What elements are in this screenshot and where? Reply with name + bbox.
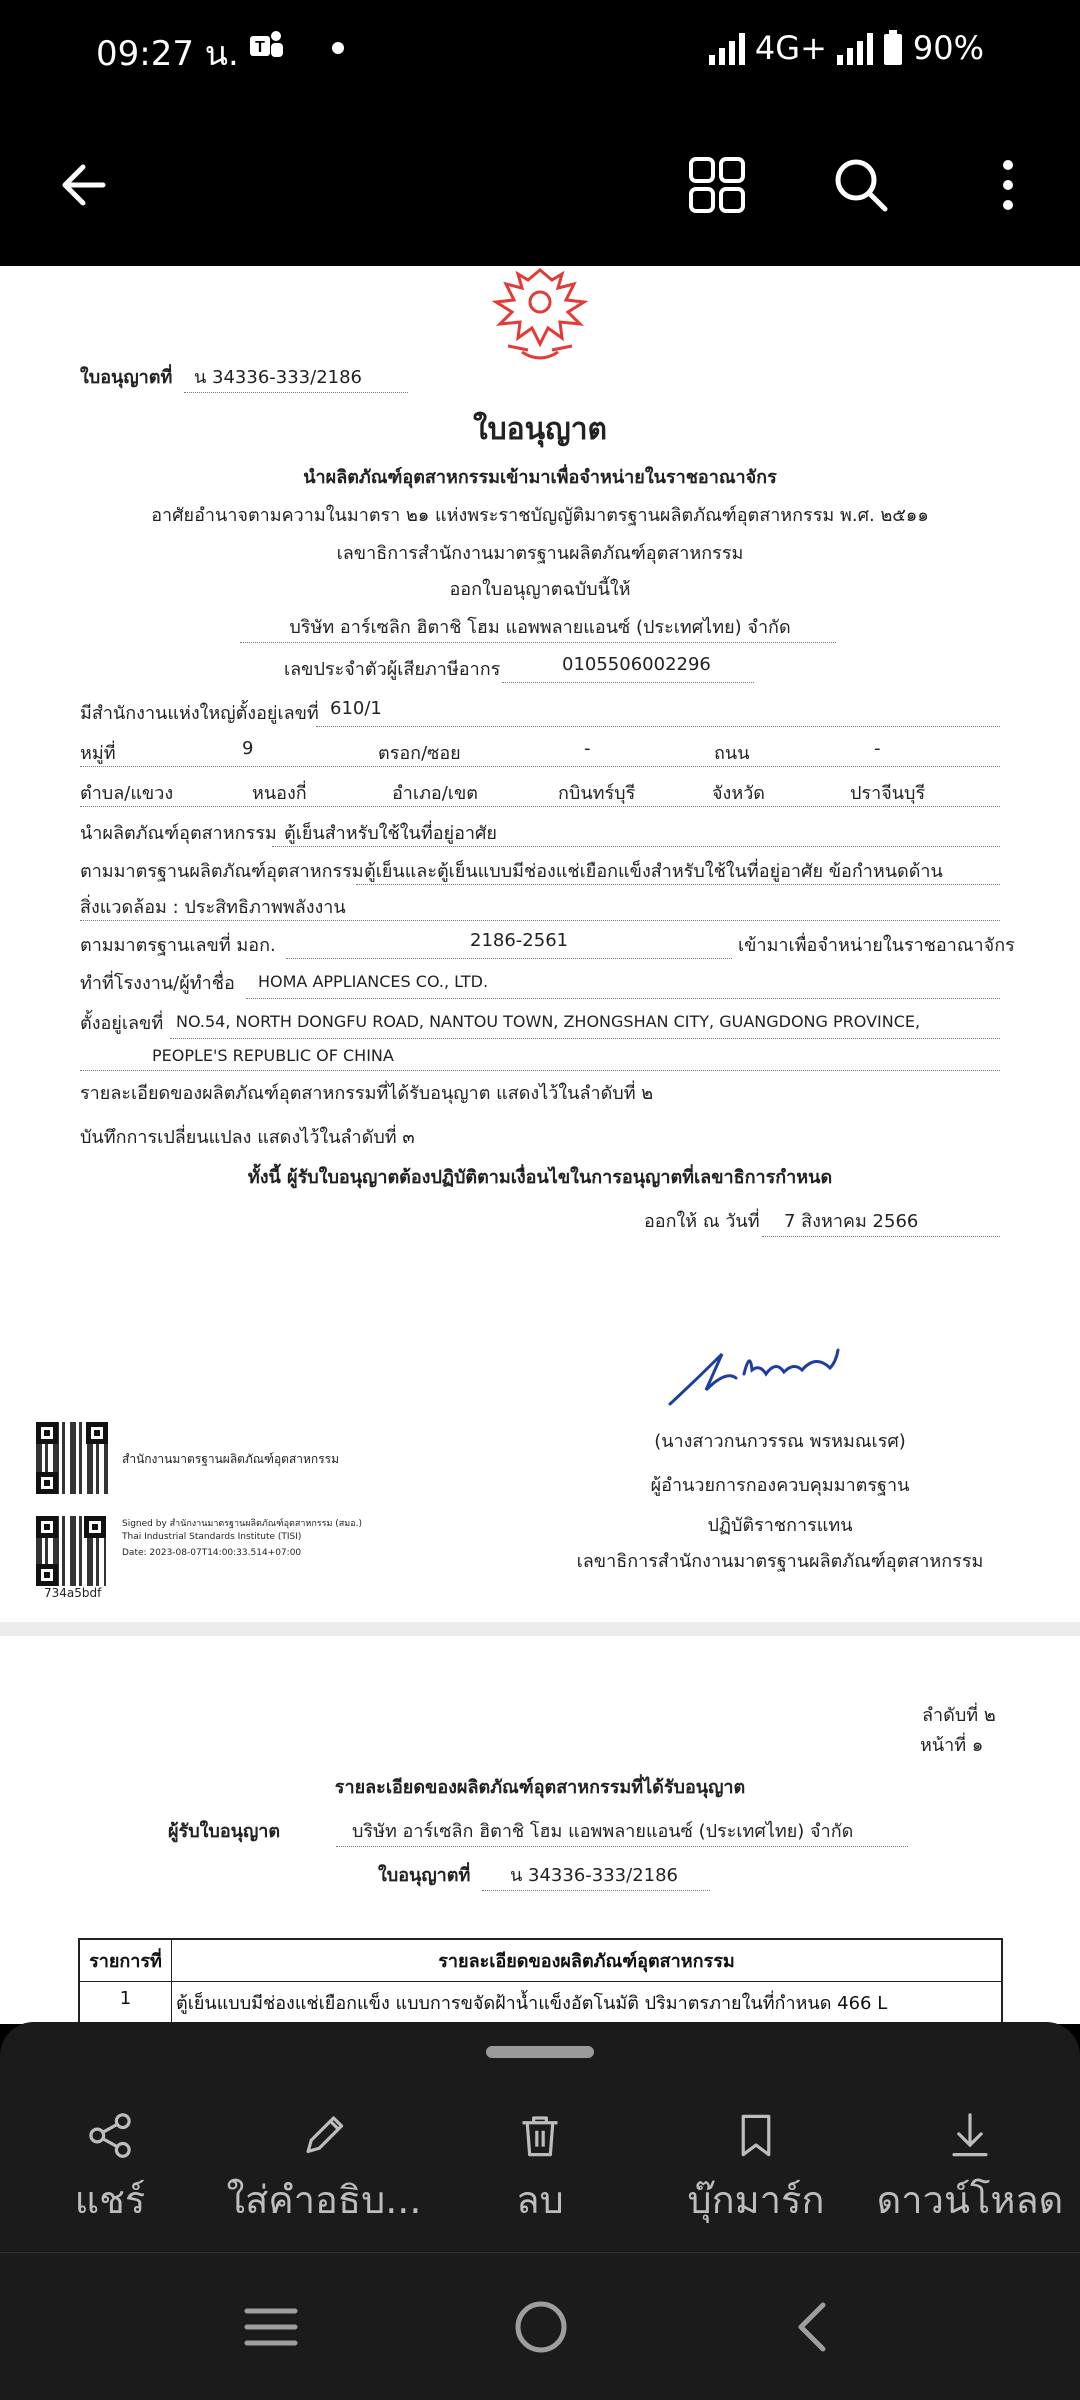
- moo-label: หมู่ที่: [80, 743, 116, 764]
- cell-signal-icon: [837, 31, 873, 65]
- table-cell-detail: ตู้เย็นแบบมีช่องแช่เยือกแข็ง แบบการขจัดฝ้าน้ำแข็งอัตโนมัติ ปริมาตรภายในที่กำหนด 466 L: [176, 1993, 888, 2014]
- road: -: [874, 738, 881, 759]
- province: ปราจีนบุรี: [850, 783, 926, 804]
- back-chevron-icon: [791, 2299, 831, 2355]
- district: กบินทร์บุรี: [558, 783, 636, 804]
- recents-icon: [243, 2305, 299, 2349]
- garuda-emblem-icon: [478, 266, 602, 366]
- dotted-line: [762, 1236, 1000, 1237]
- dotted-line: [240, 642, 836, 643]
- tis-no: 2186-2561: [470, 930, 569, 951]
- notification-dot-icon: [332, 42, 344, 54]
- page2-title: รายละเอียดของผลิตภัณฑ์อุตสาหกรรมที่ได้รับอนุญาต: [334, 1777, 746, 1798]
- soi-label: ตรอก/ซอย: [378, 743, 461, 764]
- dotted-line: [80, 920, 1000, 921]
- dotted-line: [184, 392, 408, 393]
- moo: 9: [242, 738, 254, 759]
- page2-license-no: น 34336-333/2186: [510, 1865, 679, 1886]
- authority-line: อาศัยอำนาจตามความในมาตรา ๒๑ แห่งพระราชบัญญัติมาตรฐานผลิตภัณฑ์อุตสาหกรรม พ.ศ. ๒๕๑๑: [151, 505, 929, 526]
- bookmark-label: บุ๊กมาร์ก: [687, 2178, 825, 2222]
- network-type: 4G+: [754, 29, 827, 67]
- home-icon: [513, 2299, 569, 2355]
- qr-code-icon: [36, 1422, 108, 1494]
- grid-view-button[interactable]: [672, 140, 762, 230]
- hq-label: มีสำนักงานแห่งใหญ่ตั้งอยู่เลขที่: [80, 703, 319, 724]
- dotted-line: [286, 958, 732, 959]
- annotate-label: ใส่คำอธิบ...: [226, 2178, 422, 2222]
- qr-code-icon: [36, 1516, 106, 1586]
- secretary-line: เลขาธิการสำนักงานมาตรฐานผลิตภัณฑ์อุตสาหกรรม: [336, 543, 744, 564]
- issue-line: ออกใบอนุญาตฉบับนี้ให้: [449, 579, 631, 600]
- company-name: บริษัท อาร์เซลิก ฮิตาชิ โฮม แอพพลายแอนซ์ (ประเทศไทย) จำกัด: [289, 617, 791, 638]
- qr1-caption: สำนักงานมาตรฐานผลิตภัณฑ์อุตสาหกรรม: [122, 1452, 340, 1466]
- page-label: หน้าที่ ๑: [920, 1735, 984, 1756]
- share-label: แชร์: [74, 2178, 146, 2222]
- wifi-signal-icon: [709, 31, 745, 65]
- page2-license-label: ใบอนุญาตที่: [378, 1865, 471, 1886]
- battery-icon: [883, 30, 903, 66]
- dotted-line: [80, 806, 1000, 807]
- status-right: [709, 24, 984, 72]
- drag-handle[interactable]: [486, 2046, 594, 2058]
- product-table: [78, 1938, 1003, 2024]
- dotted-line: [482, 1890, 710, 1891]
- address-line-2: PEOPLE'S REPUBLIC OF CHINA: [152, 1046, 394, 1065]
- dotted-line: [170, 1038, 1000, 1039]
- share-button[interactable]: [10, 2110, 210, 2230]
- issued-label: ออกให้ ณ วันที่: [644, 1211, 760, 1232]
- app-toolbar: [0, 100, 1080, 266]
- dotted-line: [80, 766, 1000, 767]
- navigation-bar: [0, 2252, 1080, 2400]
- product-label: นำผลิตภัณฑ์อุตสาหกรรม: [80, 823, 277, 844]
- doc-subtitle: นำผลิตภัณฑ์อุตสาหกรรมเข้ามาเพื่อจำหน่ายในราชอาณาจักร: [303, 467, 777, 488]
- standard-cont: สิ่งแวดล้อม : ประสิทธิภาพพลังงาน: [80, 897, 346, 918]
- license-no: น 34336-333/2186: [194, 367, 363, 388]
- hq-no: 610/1: [330, 698, 382, 719]
- dotted-line: [356, 884, 1000, 885]
- download-label: ดาวน์โหลด: [876, 2178, 1064, 2222]
- more-options-button[interactable]: [963, 140, 1053, 230]
- change-line: บันทึกการเปลี่ยนแปลง แสดงไว้ในลำดับที่ ๓: [80, 1127, 415, 1148]
- search-button[interactable]: [816, 140, 906, 230]
- trash-icon: [508, 2110, 572, 2161]
- annotate-button[interactable]: [224, 2110, 424, 2230]
- province-label: จังหวัด: [712, 783, 765, 804]
- dotted-line: [246, 998, 1000, 999]
- soi: -: [584, 738, 591, 759]
- dotted-line: [80, 1070, 1000, 1071]
- product: ตู้เย็นสำหรับใช้ในที่อยู่อาศัย: [284, 823, 497, 844]
- signer-title: ผู้อำนวยการกองควบคุมมาตรฐาน: [650, 1475, 910, 1496]
- table-header-row: [80, 1940, 1001, 1982]
- download-button[interactable]: [870, 2110, 1070, 2230]
- district-label: อำเภอ/เขต: [392, 783, 478, 804]
- tis-label: ตามมาตรฐานเลขที่ มอก.: [80, 935, 276, 956]
- grid-icon: [687, 155, 747, 215]
- qr2-date: Date: 2023-08-07T14:00:33.514+07:00: [122, 1548, 302, 1558]
- issued-date: 7 สิงหาคม 2566: [784, 1211, 919, 1232]
- signature-image: [666, 1340, 846, 1410]
- status-bar: [0, 0, 1080, 100]
- licensee: บริษัท อาร์เซลิก ฮิตาชิ โฮม แอพพลายแอนซ์ (ประเทศไทย) จำกัด: [352, 1821, 854, 1842]
- qr2-code: 734a5bdf: [44, 1586, 102, 1600]
- action-sheet: [0, 2022, 1080, 2252]
- factory: HOMA APPLIANCES CO., LTD.: [258, 972, 489, 991]
- road-label: ถนน: [714, 743, 750, 764]
- delete-button[interactable]: [440, 2110, 640, 2230]
- more-vertical-icon: [998, 157, 1018, 213]
- bookmark-button[interactable]: [656, 2110, 856, 2230]
- doc-title: ใบอนุญาต: [472, 412, 608, 447]
- dotted-line: [502, 682, 754, 683]
- document-view[interactable]: [0, 266, 1080, 2024]
- subdistrict: หนองกี่: [252, 783, 307, 804]
- nav-back-button[interactable]: [766, 2289, 856, 2365]
- tax-label: เลขประจำตัวผู้เสียภาษีอากร: [284, 659, 501, 680]
- detail-line: รายละเอียดของผลิตภัณฑ์อุตสาหกรรมที่ได้รับอนุญาต แสดงไว้ในลำดับที่ ๒: [80, 1083, 654, 1104]
- download-icon: [938, 2110, 1002, 2161]
- table-header: รายการที่: [80, 1940, 172, 1981]
- teams-icon: [246, 26, 286, 66]
- table-row: [80, 1982, 1001, 2024]
- address-line-1: NO.54, NORTH DONGFU ROAD, NANTOU TOWN, ZHONGSHAN CITY, GUANGDONG PROVINCE,: [176, 1012, 921, 1031]
- back-button[interactable]: [40, 140, 130, 230]
- bookmark-icon: [724, 2110, 788, 2161]
- address-label: ตั้งอยู่เลขที่: [80, 1013, 164, 1034]
- share-icon: [78, 2110, 142, 2161]
- delete-label: ลบ: [516, 2178, 564, 2222]
- dotted-line: [336, 1846, 908, 1847]
- table-cell-no: 1: [80, 1982, 172, 2024]
- arrow-left-icon: [57, 157, 113, 213]
- signer-name: (นางสาวกนกวรรณ พรหมณเรศ): [654, 1431, 906, 1452]
- page-separator: [0, 1622, 1080, 1636]
- qr2-org: Thai Industrial Standards Institute (TISI): [122, 1532, 302, 1542]
- signer-acting: ปฏิบัติราชการแทน: [707, 1515, 853, 1536]
- standard-label: ตามมาตรฐานผลิตภัณฑ์อุตสาหกรรม: [80, 861, 364, 882]
- dotted-line: [316, 726, 1000, 727]
- tax-no: 0105506002296: [562, 654, 711, 675]
- table-header: รายละเอียดของผลิตภัณฑ์อุตสาหกรรม: [438, 1951, 735, 1972]
- status-time: 09:27 น.: [96, 34, 239, 74]
- battery-level: 90%: [912, 29, 984, 67]
- home-button[interactable]: [496, 2289, 586, 2365]
- factory-label: ทำที่โรงงาน/ผู้ทำชื่อ: [80, 973, 235, 994]
- dotted-line: [272, 846, 1000, 847]
- sequence-label: ลำดับที่ ๒: [922, 1705, 996, 1726]
- licensee-label: ผู้รับใบอนุญาต: [168, 1821, 281, 1842]
- search-icon: [831, 155, 891, 215]
- svg-text:T: T: [255, 39, 265, 56]
- pencil-icon: [292, 2110, 356, 2161]
- subdistrict-label: ตำบล/แขวง: [80, 783, 174, 804]
- condition-line: ทั้งนี้ ผู้รับใบอนุญาตต้องปฏิบัติตามเงื่อนไขในการอนุญาตที่เลขาธิการกำหนด: [247, 1167, 833, 1188]
- recents-button[interactable]: [226, 2289, 316, 2365]
- signer-org: เลขาธิการสำนักงานมาตรฐานผลิตภัณฑ์อุตสาหกรรม: [576, 1551, 984, 1572]
- standard: ตู้เย็นและตู้เย็นแบบมีช่องแช่เยือกแข็งสำหรับใช้ในที่อยู่อาศัย ข้อกำหนดด้าน: [364, 861, 943, 882]
- license-no-label: ใบอนุญาตที่: [80, 367, 173, 388]
- tis-suffix: เข้ามาเพื่อจำหน่ายในราชอาณาจักร: [738, 935, 1015, 956]
- qr2-signed: Signed by สำนักงานมาตรฐานผลิตภัณฑ์อุตสาหกรรม (สมอ.): [122, 1519, 362, 1529]
